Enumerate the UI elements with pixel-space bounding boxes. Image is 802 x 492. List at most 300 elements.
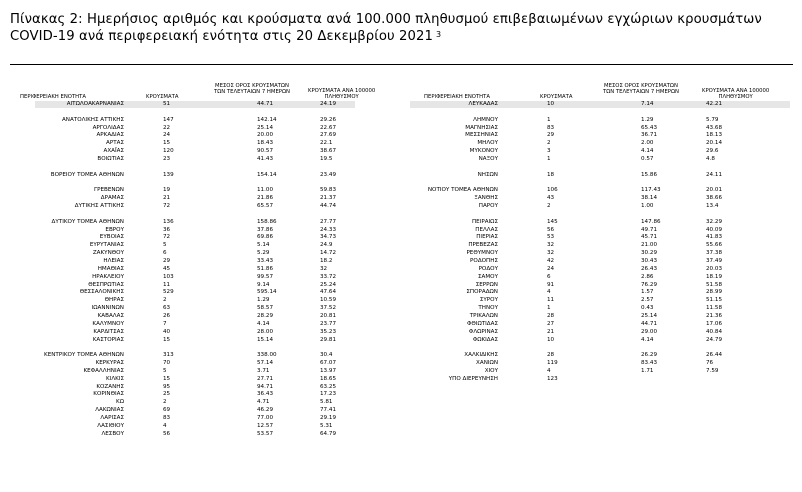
region-name-cell: ΤΗΝΟΥ xyxy=(478,305,498,312)
cases-cell: 91 xyxy=(547,281,555,288)
region-name-cell: ΕΒΡΟΥ xyxy=(105,226,124,233)
region-name-cell: ΚΑΒΑΛΑΣ xyxy=(97,312,124,319)
avg7-cell: 44.71 xyxy=(641,320,658,327)
avg7-cell: 29.00 xyxy=(641,328,658,335)
per100k-cell: 26.44 xyxy=(706,352,723,359)
avg7-cell: 57.14 xyxy=(257,360,274,367)
avg7-cell: 1.71 xyxy=(641,367,654,374)
region-name-cell: ΣΠΟΡΑΔΩΝ xyxy=(466,289,498,296)
per100k-cell: 13.4 xyxy=(706,203,719,210)
region-name-cell: ΗΛΕΙΑΣ xyxy=(103,258,124,264)
per100k-cell: 37.38 xyxy=(706,250,723,257)
per100k-cell: 43.68 xyxy=(706,124,723,131)
avg7-cell: 77.00 xyxy=(257,415,274,421)
avg7-cell: 1.57 xyxy=(641,289,654,296)
avg7-cell: 44.71 xyxy=(257,101,274,107)
table-row xyxy=(10,305,390,312)
table-row xyxy=(10,117,390,124)
avg7-cell: 4.14 xyxy=(641,336,654,343)
region-name-cell: ΠΕΛΛΑΣ xyxy=(475,226,498,233)
cases-cell: 22 xyxy=(163,124,171,131)
table-row xyxy=(400,132,790,139)
table-row xyxy=(10,329,390,336)
right-header-unit: ΠΕΡΙΦΕΡΕΙΑΚΗ ΕΝΟΤΗΤΑ xyxy=(424,94,491,100)
region-name-cell: ΛΗΜΝΟΥ xyxy=(473,116,498,123)
per100k-cell: 35.23 xyxy=(320,328,337,335)
avg7-cell: 595.14 xyxy=(257,289,277,296)
per100k-cell: 33.72 xyxy=(320,273,337,280)
region-name-cell: ΜΕΣΣΗΝΙΑΣ xyxy=(465,132,498,139)
avg7-cell: 0.57 xyxy=(641,155,654,162)
per100k-cell: 29.19 xyxy=(320,415,337,421)
cases-cell: 69 xyxy=(163,407,171,414)
table-row xyxy=(10,148,390,155)
table-row xyxy=(400,164,790,171)
per100k-cell: 18.2 xyxy=(320,258,333,264)
cases-cell: 10 xyxy=(547,101,555,107)
region-name-cell: ΙΩΑΝΝΙΝΩΝ xyxy=(91,305,124,312)
avg7-cell: 46.29 xyxy=(257,407,274,414)
table-row xyxy=(10,384,390,391)
region-name-cell: ΛΑΣΙΘΙΟΥ xyxy=(97,422,124,429)
table-row xyxy=(400,140,790,147)
left-header-avg: ΜΕΣΟΣ ΟΡΟΣ ΚΡΟΥΣΜΑΤΩΝ ΤΩΝ ΤΕΛΕΥΤΑΙΩΝ 7 ΗΜΕΡΩΝ xyxy=(214,83,290,95)
cases-cell: 5 xyxy=(163,242,167,249)
cases-cell: 83 xyxy=(547,124,555,131)
table-row xyxy=(400,289,790,296)
cases-cell: 2 xyxy=(547,140,551,147)
avg7-cell: 1.29 xyxy=(641,116,654,123)
cases-cell: 24 xyxy=(163,132,171,139)
per100k-cell: 18.13 xyxy=(706,132,723,139)
per100k-cell: 37.52 xyxy=(320,305,337,312)
avg7-cell: 65.43 xyxy=(641,124,658,131)
cases-cell: 24 xyxy=(547,265,555,272)
table-row xyxy=(10,258,390,265)
region-name-cell: ΝΗΣΩΝ xyxy=(477,171,498,178)
cases-cell: 51 xyxy=(163,101,171,107)
per100k-cell: 40.09 xyxy=(706,226,723,233)
per100k-cell: 24.11 xyxy=(706,171,723,178)
per100k-cell: 24.19 xyxy=(320,101,337,107)
region-name-cell: ΚΑΡΔΙΤΣΑΣ xyxy=(93,328,124,335)
table-row xyxy=(10,282,390,289)
table-row xyxy=(10,164,390,171)
per100k-cell: 51.58 xyxy=(706,281,723,288)
per100k-cell: 30.4 xyxy=(320,352,333,359)
per100k-cell: 10.59 xyxy=(320,297,337,304)
avg7-cell: 53.57 xyxy=(257,430,274,437)
cases-cell: 83 xyxy=(163,415,171,421)
region-name-cell: ΑΧΑΪΑΣ xyxy=(103,148,124,155)
cases-cell: 529 xyxy=(163,289,174,296)
table-row xyxy=(400,203,790,210)
table-row xyxy=(400,219,790,226)
cases-cell: 4 xyxy=(163,422,167,429)
cases-cell: 1 xyxy=(547,305,551,312)
table-row xyxy=(10,211,390,218)
region-name-cell: ΗΡΑΚΛΕΙΟΥ xyxy=(92,273,124,280)
table-row xyxy=(35,101,355,108)
region-name-cell: ΧΑΝΙΩΝ xyxy=(476,360,498,367)
table-row xyxy=(10,391,390,398)
per100k-cell: 23.77 xyxy=(320,320,337,327)
avg7-cell: 30.29 xyxy=(641,250,658,257)
per100k-cell: 24.33 xyxy=(320,226,337,233)
region-name-cell: ΑΡΚΑΔΙΑΣ xyxy=(96,132,124,139)
cases-cell: 10 xyxy=(547,336,555,343)
avg7-cell: 25.14 xyxy=(257,124,274,131)
cases-cell: 72 xyxy=(163,203,171,210)
table-row xyxy=(400,360,790,367)
region-name-cell: ΣΑΜΟΥ xyxy=(477,273,498,280)
per100k-cell: 77.41 xyxy=(320,407,337,414)
table-row xyxy=(10,313,390,320)
per100k-cell: 5.31 xyxy=(320,422,333,429)
per100k-cell: 11.58 xyxy=(706,305,723,312)
table-row xyxy=(10,234,390,241)
avg7-cell: 28.29 xyxy=(257,312,274,319)
cases-cell: 28 xyxy=(547,312,555,319)
per100k-cell: 22.1 xyxy=(320,140,333,147)
right-header-avg: ΜΕΣΟΣ ΟΡΟΣ ΚΡΟΥΣΜΑΤΩΝ ΤΩΝ ΤΕΛΕΥΤΑΙΩΝ 7 ΗΜΕΡΩΝ xyxy=(603,83,679,95)
cases-cell: 139 xyxy=(163,171,174,178)
per100k-cell: 18.65 xyxy=(320,375,337,382)
region-name-cell: ΔΡΑΜΑΣ xyxy=(100,195,124,202)
avg7-cell: 94.71 xyxy=(257,383,274,390)
region-name-cell: ΜΥΚΟΝΟΥ xyxy=(469,148,498,155)
cases-cell: 1 xyxy=(547,116,551,123)
cases-cell: 4 xyxy=(547,289,551,296)
avg7-cell: 21.00 xyxy=(641,242,658,249)
table-row xyxy=(10,368,390,375)
table-row xyxy=(400,172,790,179)
table-row xyxy=(400,180,790,187)
avg7-cell: 36.71 xyxy=(641,132,658,139)
cases-cell: 36 xyxy=(163,226,171,233)
cases-cell: 40 xyxy=(163,328,171,335)
per100k-cell: 37.49 xyxy=(706,258,723,264)
table-row xyxy=(400,266,790,273)
region-name-cell: ΓΡΕΒΕΝΩΝ xyxy=(93,187,124,194)
table-row xyxy=(400,227,790,234)
cases-cell: 27 xyxy=(547,320,555,327)
avg7-cell: 4.14 xyxy=(641,148,654,155)
avg7-cell: 12.57 xyxy=(257,422,274,429)
avg7-cell: 41.43 xyxy=(257,155,274,162)
table-row xyxy=(400,258,790,265)
region-name-cell: ΣΥΡΟΥ xyxy=(479,297,498,304)
region-name-cell: ΜΗΛΟΥ xyxy=(477,140,498,147)
region-name-cell: ΚΑΛΥΜΝΟΥ xyxy=(92,320,124,327)
per100k-cell: 7.59 xyxy=(706,367,719,374)
cases-cell: 95 xyxy=(163,383,171,390)
region-name-cell: ΘΕΣΣΑΛΟΝΙΚΗΣ xyxy=(79,289,124,296)
region-name-cell: ΚΑΣΤΟΡΙΑΣ xyxy=(92,336,124,343)
avg7-cell: 76.29 xyxy=(641,281,658,288)
table-row xyxy=(10,297,390,304)
cases-cell: 21 xyxy=(163,195,171,202)
region-name-cell: ΥΠΟ ΔΙΕΡΕΥΝΗΣΗ xyxy=(448,375,498,382)
avg7-cell: 99.57 xyxy=(257,273,274,280)
region-name-cell: ΒΟΡΕΙΟΥ ΤΟΜΕΑ ΑΘΗΝΩΝ xyxy=(50,171,124,178)
cases-cell: 147 xyxy=(163,116,174,123)
cases-cell: 63 xyxy=(163,305,171,312)
cases-cell: 53 xyxy=(547,234,555,241)
table-row xyxy=(10,242,390,249)
cases-cell: 25 xyxy=(163,391,171,398)
region-name-cell: ΡΟΔΟΠΗΣ xyxy=(470,258,498,264)
table-row xyxy=(400,329,790,336)
region-name-cell: ΑΡΓΟΛΙΔΑΣ xyxy=(92,124,124,131)
region-name-cell: ΚΕΡΚΥΡΑΣ xyxy=(95,360,124,367)
region-name-cell: ΜΑΓΝΗΣΙΑΣ xyxy=(465,124,498,131)
per100k-cell: 42.21 xyxy=(706,101,723,107)
region-name-cell: ΤΡΙΚΑΛΩΝ xyxy=(469,312,498,319)
per100k-cell: 34.73 xyxy=(320,234,337,241)
avg7-cell: 51.86 xyxy=(257,265,274,272)
region-name-cell: ΡΟΔΟΥ xyxy=(478,265,498,272)
avg7-cell: 38.14 xyxy=(641,195,658,202)
table-row xyxy=(10,415,390,422)
avg7-cell: 9.14 xyxy=(257,281,270,288)
avg7-cell: 338.00 xyxy=(257,352,277,359)
title-line-2: COVID-19 ανά περιφερειακή ενότητα στις 20 Δεκεμβρίου 2021 $^3$ xyxy=(10,29,442,44)
table-row xyxy=(10,203,390,210)
cases-cell: 119 xyxy=(547,360,558,367)
cases-cell: 18 xyxy=(547,171,555,178)
cases-cell: 43 xyxy=(547,195,555,202)
cases-cell: 21 xyxy=(547,328,555,335)
per100k-cell: 20.14 xyxy=(706,140,723,147)
region-name-cell: ΠΕΙΡΑΙΩΣ xyxy=(471,218,498,225)
left-header-per100k: ΚΡΟΥΣΜΑΤΑ ΑΝΑ 100000 ΠΛΗΘΥΣΜΟΥ xyxy=(308,88,376,100)
per100k-cell: 20.03 xyxy=(706,265,723,272)
cases-cell: 2 xyxy=(547,203,551,210)
per100k-cell: 18.19 xyxy=(706,273,723,280)
left-header-cases: ΚΡΟΥΣΜΑΤΑ xyxy=(146,94,179,100)
table-row xyxy=(400,344,790,351)
table-row xyxy=(10,423,390,430)
avg7-cell: 28.00 xyxy=(257,328,274,335)
avg7-cell: 7.14 xyxy=(641,101,654,107)
per100k-cell: 44.74 xyxy=(320,203,337,210)
per100k-cell: 22.67 xyxy=(320,124,337,131)
cases-cell: 56 xyxy=(163,430,171,437)
avg7-cell: 25.14 xyxy=(641,312,658,319)
cases-cell: 145 xyxy=(547,218,558,225)
table-row xyxy=(400,368,790,375)
table-row xyxy=(400,250,790,257)
table-row xyxy=(400,297,790,304)
cases-cell: 123 xyxy=(547,375,558,382)
per100k-cell: 38.67 xyxy=(320,148,337,155)
cases-cell: 32 xyxy=(547,250,555,257)
table-row xyxy=(10,344,390,351)
avg7-cell: 4.14 xyxy=(257,320,270,327)
per100k-cell: 51.15 xyxy=(706,297,723,304)
region-name-cell: ΔΥΤΙΚΗΣ ΑΤΤΙΚΗΣ xyxy=(74,203,124,210)
cases-cell: 72 xyxy=(163,234,171,241)
per100k-cell: 17.06 xyxy=(706,320,723,327)
table-row xyxy=(10,172,390,179)
avg7-cell: 2.86 xyxy=(641,273,654,280)
cases-cell: 11 xyxy=(547,297,555,304)
table-row xyxy=(10,399,390,406)
table-row xyxy=(10,219,390,226)
table-row xyxy=(400,125,790,132)
region-name-cell: ΦΘΙΩΤΙΔΑΣ xyxy=(467,320,498,327)
region-name-cell: ΛΑΚΩΝΙΑΣ xyxy=(95,407,124,414)
cases-cell: 2 xyxy=(163,297,167,304)
region-name-cell: ΚΕΝΤΡΙΚΟΥ ΤΟΜΕΑ ΑΘΗΝΩΝ xyxy=(44,352,124,359)
avg7-cell: 18.43 xyxy=(257,140,274,147)
table-row xyxy=(10,266,390,273)
per100k-cell: 14.72 xyxy=(320,250,337,257)
avg7-cell: 5.14 xyxy=(257,242,270,249)
avg7-cell: 26.29 xyxy=(641,352,658,359)
table-row xyxy=(10,227,390,234)
table-row xyxy=(400,274,790,281)
region-name-cell: ΛΑΡΙΣΑΣ xyxy=(100,415,124,421)
per100k-cell: 55.66 xyxy=(706,242,723,249)
cases-cell: 29 xyxy=(163,258,171,264)
avg7-cell: 1.29 xyxy=(257,297,270,304)
per100k-cell: 32 xyxy=(320,265,328,272)
table-row xyxy=(400,337,790,344)
avg7-cell: 5.29 xyxy=(257,250,270,257)
region-name-cell: ΦΛΩΡΙΝΑΣ xyxy=(468,328,498,335)
per100k-cell: 38.66 xyxy=(706,195,723,202)
per100k-cell: 40.84 xyxy=(706,328,723,335)
cases-cell: 15 xyxy=(163,140,171,147)
table-row xyxy=(10,274,390,281)
per100k-cell: 17.23 xyxy=(320,391,337,398)
avg7-cell: 26.43 xyxy=(641,265,658,272)
right-header-cases: ΚΡΟΥΣΜΑΤΑ xyxy=(540,94,573,100)
left-header-unit: ΠΕΡΙΦΕΡΕΙΑΚΗ ΕΝΟΤΗΤΑ xyxy=(20,94,87,100)
per100k-cell: 41.83 xyxy=(706,234,723,241)
table-row xyxy=(400,352,790,359)
table-row xyxy=(10,250,390,257)
per100k-cell: 21.36 xyxy=(706,312,723,319)
cases-cell: 32 xyxy=(547,242,555,249)
cases-cell: 2 xyxy=(163,399,167,406)
table-row xyxy=(10,109,390,116)
per100k-cell: 5.81 xyxy=(320,399,333,406)
cases-cell: 28 xyxy=(547,352,555,359)
table-row xyxy=(10,180,390,187)
region-name-cell: ΡΕΘΥΜΝΟΥ xyxy=(466,250,498,257)
region-name-cell: ΠΙΕΡΙΑΣ xyxy=(476,234,498,241)
table-row xyxy=(400,211,790,218)
avg7-cell: 11.00 xyxy=(257,187,274,194)
per100k-cell: 29.26 xyxy=(320,116,337,123)
region-name-cell: ΚΩ xyxy=(116,399,124,406)
region-name-cell: ΕΥΡΥΤΑΝΙΑΣ xyxy=(89,242,124,249)
region-name-cell: ΠΡΕΒΕΖΑΣ xyxy=(468,242,498,249)
cases-cell: 29 xyxy=(547,132,555,139)
table-row xyxy=(10,376,390,383)
per100k-cell: 20.81 xyxy=(320,312,337,319)
avg7-cell: 2.57 xyxy=(641,297,654,304)
table-row xyxy=(10,321,390,328)
title-footnote: 3 xyxy=(436,30,442,39)
avg7-cell: 142.14 xyxy=(257,116,277,123)
table-row xyxy=(400,376,790,383)
avg7-cell: 30.43 xyxy=(641,258,658,264)
cases-cell: 136 xyxy=(163,218,174,225)
region-name-cell: ΠΑΡΟΥ xyxy=(478,203,498,210)
per100k-cell: 67.07 xyxy=(320,360,337,367)
cases-cell: 1 xyxy=(547,155,551,162)
avg7-cell: 158.86 xyxy=(257,218,277,225)
cases-cell: 3 xyxy=(547,148,551,155)
cases-cell: 26 xyxy=(163,312,171,319)
cases-cell: 7 xyxy=(163,320,167,327)
table-row xyxy=(10,125,390,132)
per100k-cell: 47.64 xyxy=(320,289,337,296)
region-name-cell: ΚΙΛΚΙΣ xyxy=(106,375,124,382)
per100k-cell: 25.24 xyxy=(320,281,337,288)
avg7-cell: 69.86 xyxy=(257,234,274,241)
region-name-cell: ΣΕΡΡΩΝ xyxy=(475,281,498,288)
region-name-cell: ΝΟΤΙΟΥ ΤΟΜΕΑ ΑΘΗΝΩΝ xyxy=(427,187,498,194)
region-name-cell: ΞΑΝΘΗΣ xyxy=(474,195,498,202)
cases-cell: 56 xyxy=(547,226,555,233)
region-name-cell: ΧΙΟΥ xyxy=(484,367,498,374)
cases-cell: 11 xyxy=(163,281,171,288)
region-name-cell: ΒΟΙΩΤΙΑΣ xyxy=(97,155,124,162)
table-row xyxy=(410,101,790,108)
table-top-rule xyxy=(10,64,793,65)
per100k-cell: 24.9 xyxy=(320,242,333,249)
per100k-cell: 29.81 xyxy=(320,336,337,343)
table-row xyxy=(10,132,390,139)
cases-cell: 313 xyxy=(163,352,174,359)
per100k-cell: 63.25 xyxy=(320,383,337,390)
cases-cell: 15 xyxy=(163,375,171,382)
table-row xyxy=(10,407,390,414)
region-name-cell: ΚΟΖΑΝΗΣ xyxy=(96,383,124,390)
per100k-cell: 4.8 xyxy=(706,155,715,162)
table-row xyxy=(10,195,390,202)
region-name-cell: ΘΗΡΑΣ xyxy=(104,297,124,304)
avg7-cell: 117.43 xyxy=(641,187,661,194)
table-row xyxy=(10,431,390,438)
table-row xyxy=(400,305,790,312)
table-row xyxy=(10,289,390,296)
cases-cell: 4 xyxy=(547,367,551,374)
cases-cell: 120 xyxy=(163,148,174,155)
per100k-cell: 59.83 xyxy=(320,187,337,194)
per100k-cell: 21.37 xyxy=(320,195,337,202)
table-row xyxy=(400,187,790,194)
table-title xyxy=(10,11,795,45)
region-name-cell: ΦΩΚΙΔΑΣ xyxy=(472,336,498,343)
cases-cell: 42 xyxy=(547,258,555,264)
region-name-cell: ΔΥΤΙΚΟΥ ΤΟΜΕΑ ΑΘΗΝΩΝ xyxy=(51,218,124,225)
table-row xyxy=(400,282,790,289)
table-row xyxy=(10,187,390,194)
per100k-cell: 27.69 xyxy=(320,132,337,139)
table-row xyxy=(400,321,790,328)
cases-cell: 70 xyxy=(163,360,171,367)
table-row xyxy=(10,352,390,359)
per100k-cell: 23.49 xyxy=(320,171,337,178)
avg7-cell: 27.71 xyxy=(257,375,274,382)
cases-cell: 103 xyxy=(163,273,174,280)
